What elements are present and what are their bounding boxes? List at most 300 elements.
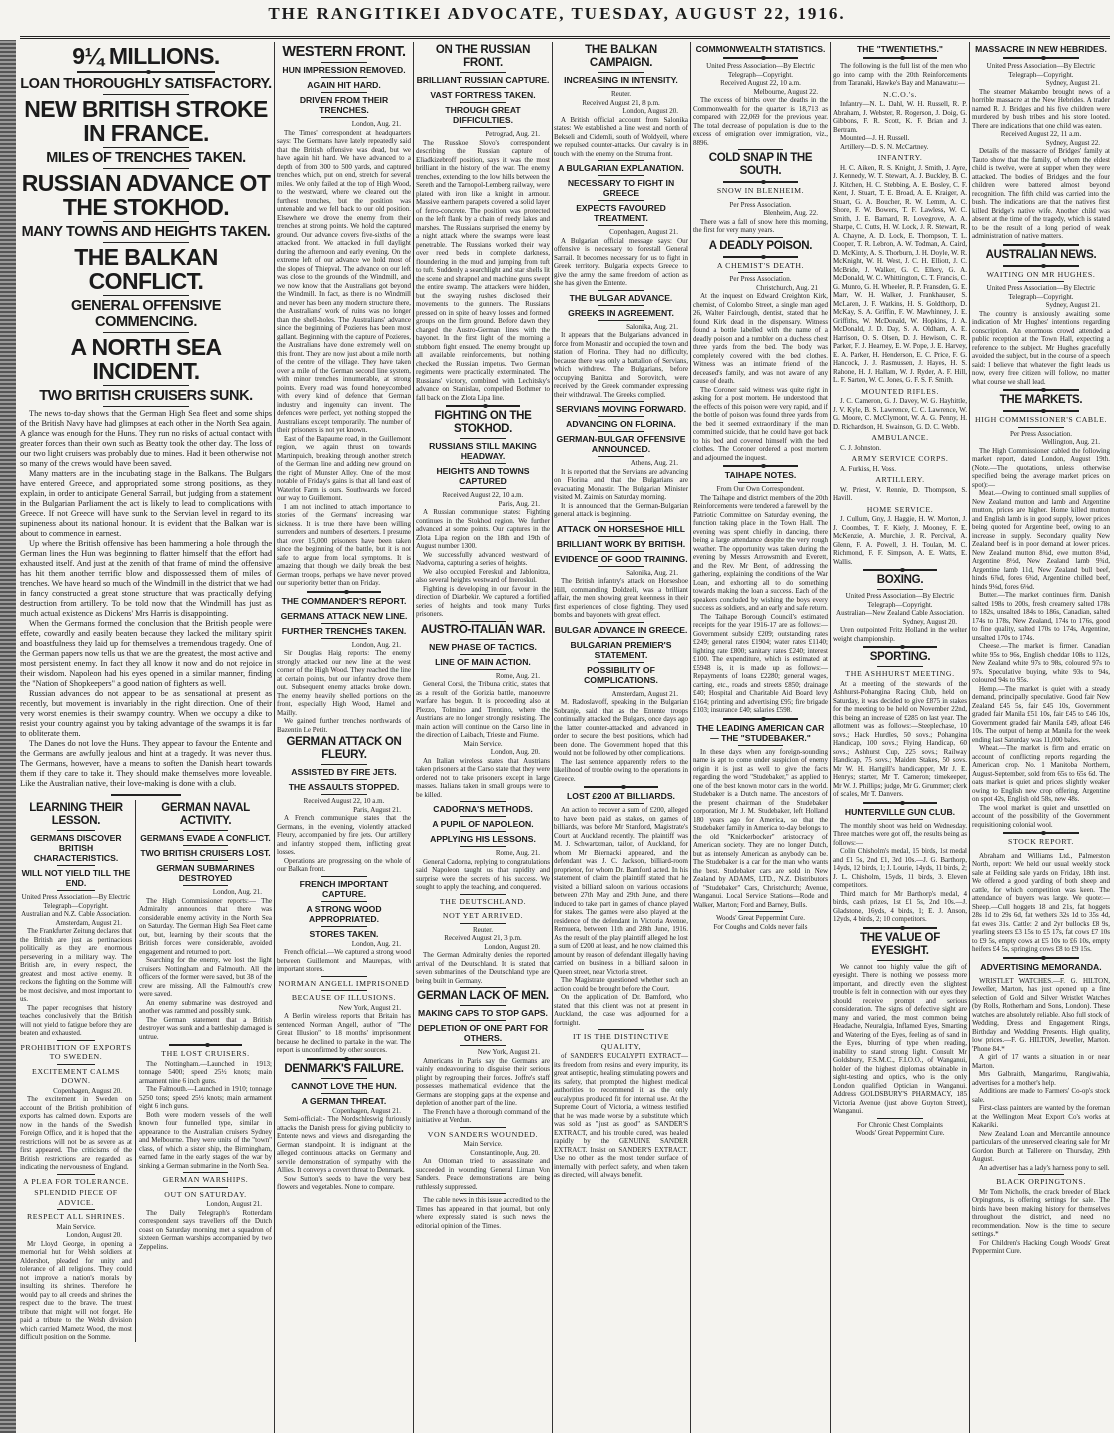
- divider: [103, 385, 189, 386]
- divider: [460, 1193, 506, 1194]
- ornament-divider: [863, 646, 937, 648]
- dateline: Sydney, August 22.: [1045, 138, 1100, 147]
- dateline: Constantinople, Aug. 20.: [470, 1148, 540, 1157]
- article-paragraph: The Taihape and district members of the 20th Reinforcements were tendered a farewell by the Patriotic Committee on Saturday evening, the function taking place in the Town Hall. The evening was spent chiefly in dancing, there being a large attendance despite the very rough weather. The opportunity was taken during the evening by Messrs Arrowsmith and Everett, and the Rev. Mr Bent, of addressing the gathering, explaining the conditions of the War Loan, and exhorting all to do something towards making the loan a success. Each of the speakers concluded by wishing the boys every success as soldiers, and an early and safe return.: [693, 493, 828, 612]
- divider: [460, 831, 506, 832]
- dateline: Sydney, August 20.: [902, 617, 957, 626]
- article-paragraph: It appears that the Bulgarians advanced in force from Monastir and occupied the town and station of Florina. They had no difficulty, because there was only a battalion of Servians, which withdrew. The Bulgarians, before occupying Banitza and Sorovitch, were received by the Greek commander expressing their withdrawal. The Greeks complied.: [554, 331, 688, 399]
- divider: [460, 438, 506, 439]
- divider: [321, 876, 367, 877]
- article-paragraph: Mr Lloyd George, in opening a memorial hut for Welsh soldiers at Aldershot, pleaded for unity and tolerance of all religions. They could not improve a nation's morals by insulting its shrines. Therefore he would pay to all creeds and shrines the respect due to the brave. The truest tribute that might will not forget. He paid a tribute to the Welsh division which carried Mametz Wood, the most difficult position on the Somme.: [20, 1239, 132, 1341]
- divider: [738, 237, 784, 238]
- divider: [738, 149, 784, 150]
- article-paragraph: The Frankfurter Zeitung declares that the British are just as pertinacious politically as they are enormous persevering in a military way. The British are, in every respect, the greatest and most active enemy. It reckons the fighting on the Somme will be most decisive, and most important to us.: [20, 927, 132, 1003]
- article-paragraph: A French communique states that the Germans, in the evening, violently attacked Fleury, accompanied by fire jets. Our artillery and infantry stopped them, inflicting great losses.: [277, 814, 411, 856]
- credit-line: Per Press Association.: [1009, 429, 1073, 438]
- credit-line: Australian—New Zealand Cable Association.: [836, 609, 964, 617]
- article-paragraph: Mr Tom Nicholls, the crack breeder of Black Orpingtons, is offering settings for sale. The birds have been making history for themselves throughout the district, and need no recommendation. Now is the time to secure settings.*: [972, 1187, 1110, 1238]
- ornament-divider: [446, 405, 520, 407]
- section-title: A PLEA FOR TOLERANCE.: [23, 1176, 129, 1186]
- ornament-divider: [863, 57, 937, 59]
- subheadline: HEIGHTS AND TOWNS CAPTURED: [436, 466, 530, 486]
- divider: [877, 960, 923, 961]
- article-paragraph: A Berlin wireless reports that Britain has sentenced Norman Angell, author of "The Great Illusion" to 18 months' imprisonment because he declined to partake in the war. The report is unconfirmed by other sources.: [277, 1012, 411, 1054]
- article-paragraph: C. J. Johnston.: [840, 443, 882, 452]
- divider: [460, 987, 506, 988]
- ornament-divider: [307, 591, 381, 593]
- article-paragraph: A girl of 17 wants a situation in or near Marton.: [972, 1053, 1110, 1070]
- divider: [183, 860, 228, 861]
- credit-line: Australian and N.Z. Cable Association.: [21, 910, 131, 918]
- divider: [460, 127, 506, 128]
- divider: [1018, 281, 1065, 282]
- divider: [598, 87, 644, 88]
- divider: [738, 198, 784, 199]
- article-paragraph: For Children's Hacking Cough Woods' Great Peppermint Cure.: [972, 1238, 1110, 1255]
- subheadline: LINE OF MAIN ACTION.: [435, 656, 531, 667]
- divider: [598, 803, 644, 804]
- divider: [1018, 849, 1065, 850]
- divider: [57, 1064, 95, 1065]
- leader-paragraph: Up where the British offensive has been hammering a hole through the German lines the Hun was beginning to flatter himself that the effort had exhausted itself. And just at the zenith of that frame of mind the offensive has hit them another terrific blow and dispossessed them of miles of trenches. We have heard so much of the Windmill in the district that we had in fancy constructed a great stone structure that was practically defying destruction from artillery. To be told now that the Windmill has just as much actual existence as Dickens' Mrs Harris is disappointing.: [20, 539, 272, 618]
- divider: [598, 456, 644, 457]
- section-title: AMBULANCE.: [871, 433, 929, 442]
- divider: [598, 320, 644, 321]
- article-paragraph: New Zealand Loan and Mercantile announce particulars of the unreserved clearing sale for Mr Gordon Burch at Tallerere on Thursday, 29th August.: [972, 1129, 1110, 1163]
- subheadline: SERVIANS MOVING FORWARD.: [555, 404, 687, 414]
- divider: [598, 662, 644, 663]
- article-paragraph: The Magistrate questioned whether such an action could be brought before the Court.: [554, 976, 688, 993]
- headline: AUSTRO-ITALIAN WAR.: [420, 623, 546, 636]
- divider: [598, 416, 644, 417]
- dateline: Salonika, Aug. 21.: [626, 322, 678, 331]
- column-commonwealth-statistics: [693, 42, 828, 931]
- article-paragraph: The last sentence apparently refers to the likelihood of trouble owing to the operations in Greece.: [554, 757, 688, 783]
- subheadline: THE ASSAULTS STOPPED.: [288, 782, 400, 792]
- subheadline: BRILLIANT RUSSIAN CAPTURE.: [416, 75, 550, 85]
- article-paragraph: Cheese.—The market is firmer. Canadian white 95s to 96s, English cheddar 108s to 112s, New Zealand white 97s to 98s, coloured 97s to 97s. Speculative buying, white 93s to 94s, coloured 94s to 95s.: [972, 642, 1110, 684]
- column-divider: [969, 42, 970, 1433]
- headline: 9¼ MILLIONS.: [72, 43, 220, 69]
- article-paragraph: The Taihape Borough Council's estimated receipts for the year 1916-17 are as follows:—Government subsidy £209; outstanding rates £249; general rates £1904; water rates £1140; lighting rate £800; sanitary rates £240; interest £100. The expenditure, which is estimated at £5948 is, it is made up as follows:—Repayments of loans £2280; general wages, carting, etc., roads and streets £850; drainage £40; Hospital and Charitable Aid Board levy £164; printing and advertising £95; fire brigade £103; insurance £40; salaries £598.: [693, 612, 828, 714]
- column-balkan-campaign: [554, 42, 688, 1180]
- article-paragraph: H. C. Aiken, R. S. Knight, J. Smith, J. Ayre, J. Kennedy, W. T. Stewart, A. J. Buckley, B. C. J. Kitchen, H. C. Stebbing, A. E. Bosley, C. F. Kent, J. Stuart, T. E. Broad, A. E. Kraiger, A. Stuart, G. A. Boucher, R. W. Lemm, A. C. Shore, F. W. Bowers, T. F. Lawless, W. C. Smith, J. E. Barnard, R. Lovegrove, A. A. Sharpe, C. Cutts, H. W. Lock, J. R. Stewart, R. A. Chayne, A. D. Lock, E. Thompson, T. L. Cooper, T. R. Lebron, A. W. Todman, A. Caird, D. McKinty, A. S. Thorburn, J. H. Doyle, W. R. McKnight, W. H. West, J. C. H. Elliott, J. C. McBride, J. Walker, G. C. Ellery, G. A. McDonald, W. C. Whittington, C. T. Francis, C. G. Munro, G. H. Wheeler, R. P. Fransden, G. E. Marr, W. H. Walker, J. Frankhauser, S. McLaren, J. F. Watkins, H. S. Goldthorp, D. McKay, S. A. Griffin, F. W. Mawhinney, J. E. Griffiths, W. McDonald, W. Hopkins, J. A. McDonald, J. D. Day, S. A. Oldham, A. E. Harrison, O. S. Olsen, D. J. Hewison, C. R. Parker, F. J. Hearney, E. W. Pope, J. E. Harvey, E. A. Parker, H. Henderson, E. C. Price, F. G. Hancock, J. J. Rasmussen, J. Hayes, H. S. Rahone, H. J. Hallam, W. J. Ryder, A. F. Hill, L. F. Sarten, W. C. Jones, G. F. S. F. Smith.: [833, 163, 967, 384]
- section-title: SPLENDID PIECE OF ADVICE.: [34, 1188, 118, 1207]
- headline: THE BALKAN CONFLICT.: [74, 244, 218, 294]
- article-paragraph: A Bulgarian official message says: Our offensive is necessary to forestall General Sarrail. It becomes necessary for us to fight in Greek territory. Bulgaria expects Greece to give the army the same freedom of action as she has given the Entente.: [554, 236, 688, 287]
- subheadline: NEW PHASE OF TACTICS.: [429, 641, 537, 652]
- divider: [460, 846, 506, 847]
- divider: [57, 1174, 95, 1175]
- dateline: Copenhagen, August 21.: [332, 1106, 401, 1115]
- divider: [460, 87, 506, 88]
- divider: [738, 272, 784, 273]
- section-title: SNOW IN BLENHEIM.: [716, 186, 805, 195]
- subheadline: BRILLIANT WORK BY BRITISH.: [556, 538, 686, 549]
- dateline: Amsterdam, August 21.: [55, 918, 122, 927]
- article-paragraph: We successfully advanced westward of Nadvorna, capturing a series of heights.: [416, 550, 550, 567]
- article-paragraph: Infantry—N. L. Dahl, W. H. Russell, R. P. Abraham, J. Webster, R. Rogerson, J. Doig, G. Gibbons, F. R. Scott, K. F. Brian and J. Bertram.: [833, 100, 967, 134]
- subheadline: COMMONWEALTH STATISTICS.: [695, 44, 826, 54]
- leader-paragraph: When the Germans formed the conclusion that the British people were effete, cowardly and easily beaten because they lacked the military spirit and boastfulness they laid up for themselves a tremendous tragedy. One of the German papers now tells us that we are the greatest, the most active and most persistent enemy. In fact they all know it now and do not rejoice in their wisdom. Napoleon had his eyes opened in a similar manner, finding the "Nation of Shopkeepers" a good nation of fighters as well.: [20, 619, 272, 688]
- dateline: Melbourne, August 22.: [753, 87, 818, 96]
- article-paragraph: Americans in Paris say the Germans are vainly endeavouring to disguise their serious plight by regrouping their forces. Joffre's staff possesses mathematical evidence that the Germans are stopping gaps at the expense and depletion of another part of the line.: [416, 1056, 550, 1107]
- section-title: PROHIBITION OF EXPORTS TO SWEDEN.: [20, 1042, 132, 1061]
- article-paragraph: The High Commissioner cabled the following market report, dated London, August 19th. (Note.—The quotations, unless otherwise specified being the average market prices on spot):—: [972, 446, 1110, 489]
- divider: [598, 622, 644, 623]
- section-title: OUT ON SATURDAY.: [164, 1189, 247, 1199]
- credit-line: Woods' Great Peppermint Cure.: [716, 914, 805, 922]
- ornament-divider: [307, 1058, 381, 1060]
- divider: [57, 890, 95, 891]
- lead-column-rule: [111, 794, 181, 796]
- article-paragraph: Wheat.—The market is firm and erratic on account of conflicting reports regarding the American crop. No. 1 Manitoba Northern, August-September, sold from 65s to 65s 6d. The oats market is quiet and prices slightly weaker owing to English new crop offering. Argentine on spot 42s, English old 58s, new 48s.: [972, 744, 1110, 803]
- divider: [460, 816, 506, 817]
- divider: [460, 463, 506, 464]
- divider: [183, 845, 228, 846]
- column-learning-their-lesson: [20, 800, 136, 1342]
- subheadline: EXPECTS FAVOURED TREATMENT.: [576, 203, 666, 223]
- section-title: RESPECT ALL SHRINES.: [27, 1212, 125, 1221]
- article-paragraph: The Nottingham.—Launched in 1913; tonnage 5400; speed 25½ knots; main armament nine 6 inch guns.: [139, 1059, 272, 1085]
- subheadline: THROUGH GREAT DIFFICULTIES.: [445, 105, 521, 125]
- subheadline: AGAIN HIT HARD.: [307, 80, 381, 90]
- article-paragraph: An enemy submarine was destroyed and another was rammed and possibly sunk.: [139, 998, 272, 1015]
- subheadline: THE BULGAR ADVANCE.: [569, 292, 673, 303]
- credit-line: Received August 22, 10 a.m.: [303, 797, 385, 805]
- section-title: N.C.O.'s.: [882, 89, 918, 99]
- divider: [321, 794, 367, 795]
- article-paragraph: Searching for the enemy, we lost the light cruisers Nottingham and Falmouth. All the officers of the former were saved, but 38 of the crew are missing. All the Falmouth's crew were saved.: [139, 956, 272, 998]
- section-title: EXCITEMENT CALMS DOWN.: [31, 1066, 121, 1085]
- headline: A DEADLY POISON.: [708, 239, 813, 252]
- headline: THE BALKAN CAMPAIGN.: [585, 44, 657, 69]
- subheadline: GERMANS EVADE A CONFLICT.: [140, 833, 271, 843]
- divider: [460, 621, 506, 622]
- headline: THE MARKETS.: [999, 394, 1083, 406]
- dateline: Athens, Aug. 21.: [630, 459, 678, 467]
- divider: [321, 77, 367, 78]
- subheadline: APPLYING HIS LESSONS.: [430, 834, 536, 844]
- article-paragraph: Additions are made to Farmers' Co-op's stock sale.: [972, 1087, 1110, 1104]
- headline: RUSSIAN ADVANCE OT THE STOKHOD.: [21, 170, 271, 220]
- divider: [460, 639, 506, 640]
- dateline: New York, August 21.: [477, 1048, 540, 1056]
- dateline: Sydney, August 21.: [1045, 79, 1100, 87]
- column-russian-front: [416, 42, 550, 1230]
- divider: [1018, 974, 1065, 975]
- article-paragraph: Mounted—J. H. Russell.: [840, 134, 910, 142]
- section-title: HIGH COMMISSIONER'S CABLE.: [974, 415, 1108, 424]
- divider: [321, 926, 367, 927]
- headline: NEW BRITISH STROKE IN FRANCE.: [24, 96, 268, 146]
- ornament-divider: [1003, 957, 1079, 959]
- headline: TWO BRITISH CRUISERS SUNK.: [39, 388, 253, 404]
- section-title: VON SANDERS WOUNDED.: [427, 1129, 539, 1139]
- ornament-divider: [863, 569, 937, 571]
- dateline: Christchurch, Aug. 21: [756, 283, 818, 292]
- article-paragraph: East of the Bapaume road, in the Guillemont region, we again thrust on towards Martinpuich, breaking through another stretch of the German line and adding new ground on the right of Munster Alley. One of the most notable of Friday's gains is that all land east of Waterlot Farm is ours. Southwards we forced our way to Guillemont.: [277, 434, 411, 502]
- ornament-divider: [1003, 389, 1079, 391]
- section-title: INFANTRY.: [877, 153, 923, 162]
- subheadline: WILL NOT YIELD TILL THE END.: [21, 868, 131, 888]
- divider: [321, 764, 367, 765]
- leader-paragraph: Many matters are in the incubating stage in the Balkans. The Bulgars have entered Greece, and appropriated some strong positions, as they explain, in order to anticipate General Sarrail, but judging from a statement in the Bulgarian Parliament the act is likely to lead to complications with Greece. If not Greece will have sunk to the Servian level in regard to its supineness about its national honour. It is evident that the Balkan war is about to commence in earnest.: [20, 469, 272, 538]
- article-paragraph: J. C. Cameron, G. J. Davey, W. G. Hayhittle, J. V. Kyle, B. S. Lawrence, C. C. Lawrence, W. G. Moore, C. McClymont, W. A. G. Penny, H. D. Richardson, H. Swainson, G. D. C. Webb.: [833, 397, 967, 431]
- divider: [598, 401, 644, 402]
- credit-line: Per Press Association.: [729, 200, 792, 209]
- headline: COLD SNAP IN THE SOUTH.: [708, 152, 813, 177]
- article-paragraph: Sow Sutton's seeds to have the very best flowers and vegetables. None to compare.: [277, 1174, 411, 1191]
- article-paragraph: Both were modern vessels of the well known four funnelled type, similar in appearance to the Australian cruisers Sydney and Melbourne. They were units of the "town" class, of which a sister ship, the Birmingham, earned fame in the early stages of the war by sinking a German submarine in the North Sea.: [139, 1110, 272, 1170]
- divider: [460, 488, 506, 489]
- subheadline: POSSIBILITY OF COMPLICATIONS.: [584, 664, 658, 685]
- article-paragraph: Details of the massacre of Bridges' family at Tauto show that the family, of whom the eldest child is twelve, were at supper when they were attacked. The bodies of Bridges and the four children were battered almost beyond recognition. The fifth child was carried into the bush. The indications are that the natives first killed Bridge's native wife. Another child was absent at the time of the tragedy, which is stated to be the result of a long period of weak administration of native matters.: [972, 147, 1110, 240]
- article-paragraph: An Italian wireless states that Austrians taken prisoners at the Carso state that they were ordered not to take prisoners except in large masses. Italians taken in small groups were to be killed.: [416, 756, 550, 799]
- divider: [598, 72, 644, 73]
- article-paragraph: Uren outpointed Fritz Holland in the welter weight championship.: [833, 626, 967, 643]
- article-paragraph: General Corsi, the Tribuna critic, states that as a result of the Gorizia battle, manoeuvre warfare has begun. It is proceeding also at Plezzo, Tolmino and Trentino, where the Austrians are no longer strongly resisting. The main action will continue on the Carso line in the direction of Laibach, Trieste and Fiume.: [416, 680, 550, 739]
- section-title: MOUNTED RIFLES.: [861, 386, 939, 396]
- column-german-naval-activity: [136, 800, 272, 1342]
- subheadline: CANNOT LOVE THE HUN.: [291, 1080, 397, 1091]
- ornament-divider: [1003, 57, 1079, 59]
- section-title: THE LOST CRUISERS.: [161, 1049, 250, 1058]
- article-paragraph: In these days when any foreign-sounding name is apt to come under suspicion of enemy origin it is just as well to give the facts regarding the word "Studebaker," as applied to one of the best known motor cars in the world. Studebaker is a Dutch name. The ancestors of the present chairman of the Studebaker corporation, Mr J. M. Studebaker, left Holland 180 years ago for America, so that the Studebaker family in America to-day belongs to the old "Knickerbocker" aristocracy of American society. They are no longer Dutch, but as intensely American as anybody can be. The Studebaker is a car for the man who wants the best. Studebaker cars are sold in New Zealand by ADAMS, LTD., N.Z. Distributors of "Studebaker" Cars, Christchurch; Avenue, Wanganui. Local Service Stations—Rode and Walker, Marton; Ford and Barney, Bulls.: [693, 747, 828, 909]
- leader-paragraph: Russian advances do not appear to be as sensational at present as recently, but movement is invariably in the right direction. One of their very worst enemies is their swampy country. When we occupy a dike to resist your country against you by taking advantage of the swamps it is far to obliterate them.: [20, 689, 272, 738]
- divider: [321, 976, 367, 977]
- ornament-divider: [723, 57, 797, 59]
- column-divider: [413, 42, 414, 1433]
- divider: [183, 830, 228, 831]
- divider: [460, 1020, 506, 1021]
- masthead: THE RANGITIKEI ADVOCATE, TUESDAY, AUGUST 22, 1916.: [268, 4, 846, 23]
- article-paragraph: J. Cullum, Gny, J. Haggie, H. W. Morton, J. J. Coombes, T. F. Kiely, J. Mooney, F. E. McKenzie, A. Murchie, J. R. Percival, A. Glenn, F. A. Powell, J. H. Toulan, M. C. Richmond, F. F. Simpson, A. E. Watts, E. Wallis.: [833, 515, 967, 566]
- credit-line: For Coughs and Colds never fails: [713, 922, 808, 931]
- dateline: London, Aug. 20.: [490, 748, 540, 756]
- masthead-rule: [20, 36, 1110, 39]
- subheadline: A PUPIL OF NAPOLEON.: [432, 819, 534, 829]
- ornament-divider: [77, 71, 216, 73]
- article-paragraph: The Falmouth.—Launched in 1910; tonnage 5250 tons; speed 25½ knots; main armament eight 6 inch guns.: [139, 1085, 272, 1110]
- article-paragraph: The excess of births over the deaths in the Commonwealth for the quarter is 18,713 as compared with 22,069 for the previous year. The total decrease of population is due to the excess of emigration over immigration, viz., 8896.: [693, 96, 828, 147]
- article-paragraph: Semi-official:- The Nordschleswig furiously attacks the Danish press for giving publicity to Entente news and views and disregarding the German standpoint. It is indignant at the alleged continuous attacks on Germany and servile demonstration of sympathy with the Allies. It conveys a covert threat to Denmark.: [277, 1115, 411, 1174]
- divider: [877, 1118, 923, 1119]
- section-title: IT IS THE DISTINCTIVE QUALITY,: [572, 1032, 670, 1051]
- article-paragraph: Operations are progressing on the whole of our Balkan front.: [277, 856, 411, 873]
- article-paragraph: M. Radoslavoff, speaking in the Bulgarian Sobranje, said that as the Entente troops continually attacked the Bulgars, once days ago the latter counter-attacked and advanced in order to secure the best positions, which had been done. The Government hoped that this would not be followed by other complications.: [554, 698, 688, 757]
- subheadline: CADORNA'S METHODS.: [433, 804, 533, 814]
- dateline: London, Aug. 21.: [351, 640, 401, 649]
- column-divider: [552, 42, 553, 1433]
- article-paragraph: I am not inclined to attach importance to stories of the Germans' increasing war sickness. It is true there have been willing surrenders and numbers of deserters. I presume that over 15,000 prisoners have been taken since the beginning of the battle, but it is not safe to argue from local symptoms. It is amazing that though we daily break the best German troops, perhaps we have never proved our superiority better than on Friday.: [277, 502, 411, 587]
- subheadline: ATTACK ON HORSESHOE HILL: [556, 523, 686, 534]
- divider: [321, 638, 367, 639]
- divider: [598, 225, 644, 226]
- subheadline: BULGARIAN PREMIER'S STATEMENT.: [570, 639, 672, 660]
- headline: GERMAN NAVAL ACTIVITY.: [161, 802, 250, 827]
- subheadline: GERMAN-BULGAR OFFENSIVE ANNOUNCED.: [556, 434, 686, 454]
- credit-line: Received August 22, 10 a.m.: [442, 491, 524, 499]
- divider: [321, 62, 367, 63]
- article-paragraph: WRISTLET WATCHES.—F. G. HILTON, Jeweller, Marton, has just opened up a fine selection of Gold and Silver Wristlet Watches (by Rolls, Rotherham and Sons, London). These watches are absolutely reliable. Also full stock of Wedding, Dress and Engagement Rings, Birthday and Wedding Presents. High quality, low prices.—F. G. HILTON, Jeweller, Marton. 'Phone 84.*: [972, 976, 1111, 1053]
- divider: [103, 147, 189, 148]
- dateline: London, Aug. 21.: [212, 888, 262, 896]
- credit-line: From Our Own Correspondent.: [716, 485, 805, 493]
- subheadline: BULGAR ADVANCE IN GREECE.: [554, 624, 688, 635]
- subheadline: FURTHER TRENCHES TAKEN.: [281, 625, 407, 636]
- subheadline: RUSSIANS STILL MAKING HEADWAY.: [429, 441, 537, 461]
- divider: [183, 1187, 228, 1188]
- article-paragraph: Colin Chisholm's medal, 15 birds, 1st medal and £1 5s, 2nd £1, 3rd 10s.—J. G. Barthorp, 14yds, 12 birds, 1; J. Lourie, 14yds, 11 birds, 2; J. L. Chisholm, 15yds, 11 birds, 3. Eleven competitors.: [833, 847, 967, 889]
- article-paragraph: At the inquest on Edward Creighton Kirk, chemist, of Colombo Street, a single man aged 26, Walter Fairclough, dentist, stated that he found Kirk dead in the dispensary. Witness found a bottle labelled with the name of a deadly poison and a tumbler on a duchess chest three yards from the bed. The body was completely covered with the bed clothes. Witness was an intimate friend of the deceased's family, and was not aware of any cause of death.: [693, 292, 828, 385]
- divider: [103, 242, 189, 243]
- section-title: GERMAN WARSHIPS.: [162, 1175, 249, 1184]
- dateline: London, August 20.: [66, 1231, 122, 1239]
- article-paragraph: Butter.—The market continues firm. Danish salted 198s to 200s, fresh creamery salted 178s to 182s, unsalted 184s to 186s, Canadian, salted 174s to 178s, New Zealand, 174s to 176s, good to fine quality, salted 170s to 174s, Argentine, unsalted 170s to 174s.: [972, 591, 1110, 642]
- subheadline: DRIVEN FROM THEIR TRENCHES.: [299, 95, 389, 115]
- divider: [103, 332, 189, 333]
- divider: [321, 901, 367, 902]
- article-paragraph: We cannot too highly value the gift of eyesight. There is nothing we possess more important, and directly even the slightest trouble is felt in connection with our eyes they should receive prompt and serious consideration. The signs of defective sight are many and varied, the most common being Headache, Neuralgia, Inflamed Eyes, Smarting and Watering of the Eyes, feeling as of sand in the Eyes, blurring of type when reading, inability to stand strong light. Consult Mr Goldsbury, F.S.M.C., F.I.O.O., of Wanganui, holder of the highest diplomas obtainable in sight-testing and optics, who is the only London qualified Optician in Wanganui. Address GOLDSBURY'S PHARMACY, 185 Victoria Avenue (just above Guyton Street), Wanganui.: [833, 962, 967, 1115]
- ornament-divider: [1003, 832, 1079, 834]
- column-western-front: [277, 42, 411, 1192]
- dateline: London, Aug. 21.: [351, 120, 401, 128]
- article-paragraph: The steamer Makambo brought news of a horrible massacre at the New Hebrides. A trader named R. J. Bridges and his five children were murdered by bush tribes and his store looted. There are indications that one child was eaten.: [972, 87, 1110, 130]
- dateline: London, Aug. 21.: [351, 939, 401, 948]
- dateline: Blenheim, Aug. 22.: [763, 209, 818, 217]
- credit-line: United Press Association—By Electric Telegraph—Copyright.: [21, 893, 131, 910]
- article-paragraph: The country is anxiously awaiting some indication of Mr Hughes' intentions regarding conscription. An enormous crowd attended a public reception at the Town Hall, expecting a reference to the subject. Mr Hughes gracefully avoided the subject, but in the course of a speech said: I believe that whatever the fight leads us now, every free citizen will follow, no matter what course we shall lead.: [972, 309, 1110, 386]
- article-paragraph: The monthly shoot was held on Wednesday. Three matches were got off, the results being as follows:—: [833, 821, 967, 847]
- divider: [183, 885, 228, 886]
- divider: [103, 295, 189, 296]
- column-divider: [274, 42, 275, 1433]
- ornament-divider: [863, 802, 937, 804]
- dateline: Rome, Aug. 21.: [495, 671, 540, 680]
- subheadline: THE COMMANDER'S REPORT.: [281, 595, 407, 606]
- leader-paragraph: The Danes do not love the Huns. They appear to favour the Entente and the Germans are awfully jealous and hint at a tragedy. It was never thus. The Germans, however, have a means to soften the Danish heart towards them if they care to take it. They should make themselves more loveable. Like the Australian native, their love-making is done with a club.: [20, 739, 272, 788]
- section-title: WAITING ON MR HUGHES.: [986, 269, 1096, 279]
- dateline: Rome, Aug. 21.: [495, 849, 540, 857]
- section-title: HOME SERVICE.: [866, 504, 934, 514]
- lead-column: [20, 44, 272, 789]
- credit-line: For Chronic Chest Complaints: [857, 1120, 943, 1129]
- dateline: Sydney, August 21.: [1045, 301, 1100, 309]
- subheadline: ASSISTED BY FIRE JETS.: [291, 767, 397, 777]
- section-title: STOCK REPORT.: [1008, 837, 1074, 846]
- divider: [183, 1172, 228, 1173]
- credit-line: Main Service.: [463, 1140, 503, 1148]
- divider: [103, 221, 189, 222]
- ornament-divider: [863, 927, 937, 929]
- divider: [877, 589, 923, 590]
- article-paragraph: The cable news in this issue accredited to the Times has appeared in that journal, but only where expressly stated is such news the editorial opinion of the Times.: [416, 1196, 550, 1230]
- section-title: THE ASHHURST MEETING.: [845, 669, 955, 678]
- credit-line: Received August 21, 8 p.m.: [582, 98, 660, 107]
- dateline: Wellington, Aug. 21.: [1041, 438, 1100, 446]
- article-paragraph: The German statement that a British destroyer was sunk and a battleship damaged is untrue.: [139, 1015, 272, 1041]
- divider: [460, 923, 506, 924]
- article-paragraph: It is reported that the Servians are advancing on Florina and that the Bulgarians are evacuating Monastir. The Bulgarian Minister visited M. Zaimis on Saturday morning.: [554, 467, 688, 501]
- headline: FIGHTING ON THE STOKHOD.: [434, 410, 532, 435]
- dateline: Petrograd, Aug. 21.: [485, 130, 540, 138]
- article-paragraph: Meat.—Owing to continued small supplies of New Zealand mutton and lamb and Argentine mutton, prices are higher. Home killed mutton and English lamb is in good supply, lower prices being quoted for Argentine beef, owing to an increase in supply. Secondary quality New Zealand beef is in poor demand at lower prices. New Zealand mutton 8¾d, ewe mutton 8⅛d, Argentine 8½d, New Zealand lamb 9¾d, Argentine lamb 11d, New Zealand bull beef, hinds 6⅞d, fores 6¾d, Argentine chilled beef, hinds 9⅛d, fores 6⅛d.: [972, 489, 1110, 591]
- article-paragraph: An action to recover a sum of £200, alleged to have been paid as stakes, on games of billiards, was before Mr Stanford, Magistrate's Court at Auckland recently. The plaintiff was M. J. Schwartzman, tailor, of Auckland, for whom Mr Biernacki appeared, and the defendant was J. C. Jackson, billiard-room proprietor, for whom Dr. Bamford acted. In his statement of claim the plaintiff stated that he visited a billiard saloon on various occasions between 27th May and 29th June, and there induced to take part in games of chance played for stakes. The games were also played at the residence of the defendant in Victoria Avenue, Remuera, between 11th and 28th June, 1916. As the result of the play plaintiff alleged he lost a sum of £200 at least, and he now claimed this amount by reason of defendant illegally having carried on business in a billiard saloon in Queen street, near Victoria street.: [554, 806, 688, 976]
- article-paragraph: The German Admiralty denies the reported arrival of the Deutschland. It is stated that seven submarines of the Deutschland type are being built in Germany.: [416, 951, 550, 985]
- divider: [460, 894, 506, 895]
- article-paragraph: Fighting is developing in our favour in the direction of Diarbekir. We captured a fortified series of heights and took many Turks prisoners.: [416, 584, 550, 618]
- divider: [598, 160, 644, 161]
- subheadline: ADVANCING ON FLORINA.: [566, 419, 676, 429]
- divider: [598, 687, 644, 688]
- subheadline: HUNTERVILLE GUN CLUB.: [844, 806, 956, 817]
- headline: GERMAN ATTACK ON FLEURY.: [286, 736, 402, 761]
- article-paragraph: of SANDER'S EUCALYPTI EXTRACT—its freedom from resins and every impurity, its great antiseptic, healing stimulating powers and its safety, that prompted the highest medical authorities to recommend it as the only eucalyptus produced fit for internal use. At the Supreme Court of Victoria, a witness testified that he was made worse by a substitute which was sold as "just as good" as SANDER'S EXTRACT, and his trouble cured, was healed rapidly by the GENUINE SANDER EXTRACT. Insist on SANDER'S EXTRACT. Use no other as the most tender surface of internally with perfect safety, and when taken as directed, will always benefit.: [554, 1052, 688, 1179]
- headline: GERMAN LACK OF MEN.: [417, 990, 549, 1002]
- divider: [321, 779, 367, 780]
- article-paragraph: The Daily Telegraph's Rotterdam correspondent says travellers off the Dutch coast on Saturday morning met a squadron of sixteen German warships accompanied by two Zeppelins.: [139, 1208, 272, 1251]
- binding-edge: [0, 40, 16, 1433]
- divider: [877, 666, 923, 667]
- column-new-hebrides: [972, 42, 1110, 1256]
- headline: DENMARK'S FAILURE.: [284, 1062, 404, 1075]
- section-title: A CHEMIST'S DEATH.: [716, 260, 805, 270]
- divider: [738, 482, 784, 483]
- subheadline: GERMANS DISCOVER BRITISH CHARACTERISTICS.: [30, 833, 122, 863]
- divider: [103, 406, 189, 407]
- dateline: London, August 21.: [206, 1200, 262, 1208]
- article-paragraph: The Times' correspondent at headquarters says: The Germans have lately repeatedly said that the British offensive was dead, but we have again hit hard. We have advanced to a depth of from 300 to 500 yards, and captured trenches which, put on end, stretch for several miles. We only failed at the top of High Wood, to the westward, where we cleared out the furthest trenches, but the position was untenable and we fell back to our old position. Elsewhere we drove the enemy from their trenches at strong points. We hold the captured ground. Our advance covers five-sixths of the attacked front. We attacked in full daylight during the afternoon and early evening. On the extreme left of our advance we hold most of the slopes of Thiepval. The advance on our left was close to the grounds of the Windmill, and we now know that the Australians got beyond the Windmill. In fact, as there is no Windmill and never has been any modern structure there, the Australians' work of ruins was no longer than the shell-holes. The Australians' advance since the beginning of Pozieres has been most gallant. Beginning with the capture of Pozieres, the Australians have done extremely well on this front. They are now just about a mile north of the centre of the village. They have taken over a mile of the German second line system, with minor trenches innumerable, at strong points. Every road was found honeycombed with every kind of defence that German industry and ingenuity can invent. The defences were perfect, yet nothing stopped the Australians except temporarily. The number of their prisoners is not yet known.: [277, 128, 411, 434]
- dateline: London, August 20.: [484, 942, 540, 951]
- credit-line: Woods' Great Peppermint Cure.: [855, 1129, 945, 1137]
- headline: AUSTRALIAN NEWS.: [985, 248, 1097, 261]
- subheadline: HUN IMPRESSION REMOVED.: [282, 65, 406, 75]
- dateline: Copenhagen, August 20.: [53, 1086, 122, 1095]
- subheadline: ADVERTISING MEMORANDA.: [980, 961, 1102, 972]
- divider: [103, 168, 189, 169]
- article-paragraph: Hemp.—The market is quiet with a steady demand, principally speculative. Good fair New Zealand £45 5s, fair £45 10s, Government graded fair Manila £51 10s, fair £45 to £46 10s, Government graded fair Manila £49, afloat £46 10s. The output of hemp at Manila for the week ending last Saturday was 11,000 bales.: [972, 684, 1110, 744]
- subheadline: A BULGARIAN EXPLANATION.: [558, 163, 684, 173]
- headline: BOXING.: [876, 574, 924, 586]
- section-title: BLACK ORPINGTONS.: [996, 1177, 1086, 1186]
- divider: [321, 623, 367, 624]
- headline: MILES OF TRENCHES TAKEN.: [46, 150, 246, 166]
- divider: [598, 290, 644, 291]
- divider: [321, 608, 367, 609]
- ornament-divider: [723, 256, 797, 258]
- article-paragraph: Mrs Galbraith, Mangarimu, Rangiwahia, advertises for a mother's help.: [972, 1070, 1110, 1087]
- headline: MANY TOWNS AND HEIGHTS TAKEN.: [21, 224, 271, 240]
- divider: [460, 102, 506, 103]
- divider: [598, 1029, 644, 1030]
- dateline: Paris, Aug. 21.: [498, 499, 540, 508]
- divider: [598, 521, 644, 522]
- credit-line: Received August 22, 11 a.m.: [1000, 130, 1082, 138]
- section-title: ARTILLERY.: [875, 475, 925, 484]
- subheadline: MASSACRE IN NEW HEBRIDES.: [975, 44, 1107, 54]
- credit-line: Main Service.: [463, 739, 503, 748]
- divider: [103, 94, 189, 95]
- divider: [598, 200, 644, 201]
- divider: [460, 908, 506, 909]
- subheadline: VAST FORTRESS TAKEN.: [430, 90, 536, 100]
- subheadline: A GERMAN THREAT.: [301, 1095, 387, 1106]
- divider: [460, 654, 506, 655]
- divider: [321, 117, 367, 118]
- article-paragraph: General Cadorna, replying to congratulations said Napoleon taught us that rapidity and surprise were the secrets of his success. We sought to apply the teaching, and conquered.: [416, 857, 550, 891]
- headline: ON THE RUSSIAN FRONT.: [435, 44, 531, 69]
